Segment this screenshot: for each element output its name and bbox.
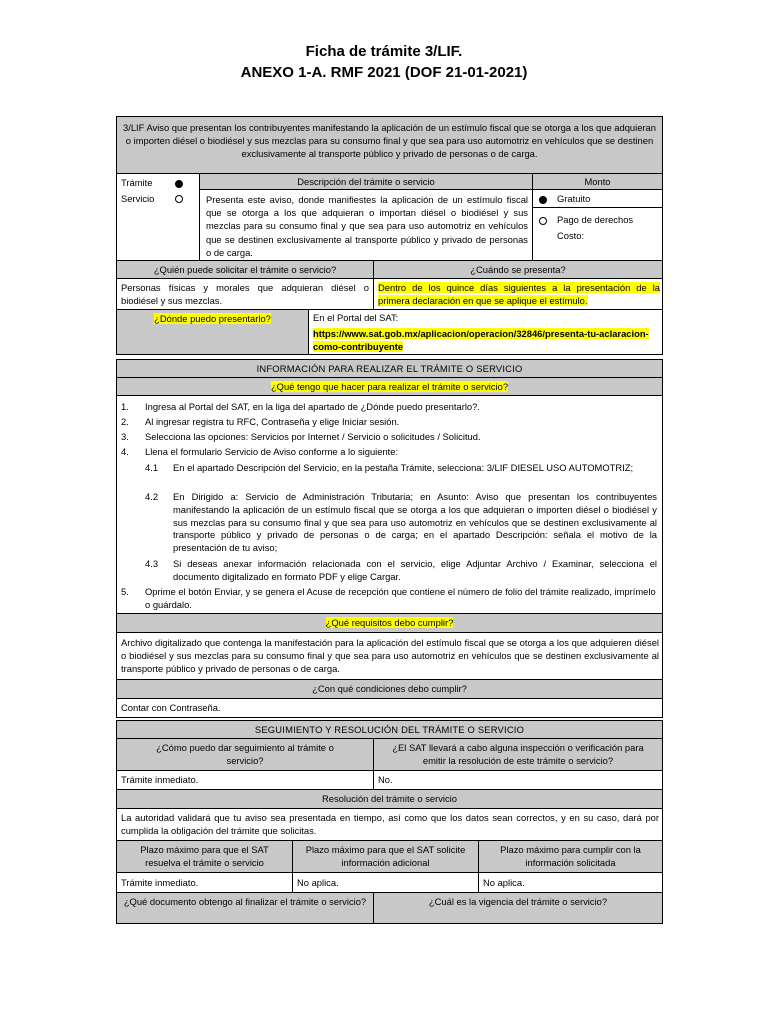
step-5-text: Oprime el botón Enviar, y se genera el Acuse de recepción que contiene el número de folio del trámite realizado, imprímelo o guárdalo.: [145, 586, 656, 610]
gratuito-cell: [532, 189, 663, 208]
vigencia-header: [373, 892, 663, 924]
substep-number: 4.2: [145, 491, 159, 502]
seguimiento-q2-cell: [373, 738, 663, 771]
portal-sat-link-line1: https://www.sat.gob.mx/aplicacion/operacion/32846/presenta-tu-aclaracion-: [313, 328, 649, 339]
step-1-text: Ingresa al Portal del SAT, en la liga del apartado de ¿Dónde puedo presentarlo?.: [145, 401, 480, 412]
step-number: 5.: [121, 586, 129, 597]
plazo-a3-text: No aplica.: [483, 877, 525, 888]
donde-highlight: ¿Dónde puedo presentarlo?: [154, 313, 271, 324]
tramite-radio-selected-icon: [175, 180, 183, 188]
document-title-line2: ANEXO 1-A. RMF 2021 (DOF 21-01-2021): [240, 64, 528, 81]
pago-radio-icon: [539, 217, 547, 225]
substep-4-3-text: Si deseas anexar información relacionada con el servicio, elige Adjuntar Archivo / Examinar, selecciona el documento digitalizado en formato PDF y elige Cargar.: [173, 558, 657, 582]
plazo-a2-text: No aplica.: [297, 877, 339, 888]
intro-cell: [116, 116, 663, 174]
tipo-cell: [116, 173, 200, 261]
portal-sat-link-line2: como-contribuyente: [313, 341, 404, 353]
substep-4-1-text: En el apartado Descripción del Servicio, en la pestaña Trámite, selecciona: 3/LIF DIESEL USO AUTOMOTRIZ;: [173, 462, 634, 473]
resolucion-header-text: Resolución del trámite o servicio: [322, 793, 457, 804]
seguimiento-q1-cell: [116, 738, 374, 771]
donde-cell: [308, 309, 663, 355]
seguimiento-a2-text: No.: [378, 774, 393, 785]
servicio-label: Servicio: [121, 193, 155, 204]
condiciones-text: Contar con Contraseña.: [121, 702, 221, 713]
plazo-a2-cell: [292, 872, 479, 893]
cuando-text: [378, 282, 660, 308]
seguimiento-a1-text: Trámite inmediato.: [121, 774, 199, 785]
requisitos-header-text: [117, 617, 662, 630]
plazo-solicite-header: [292, 840, 479, 873]
cuando-highlight: Dentro de los quince días siguientes a la presentación de la primera declaración en que se aplique el estímulo.: [378, 282, 660, 306]
step-number: 3.: [121, 431, 129, 442]
documento-header-text: ¿Qué documento obtengo al finalizar el trámite o servicio?: [123, 896, 367, 907]
plazo-cumplir-header: [478, 840, 663, 873]
portal-sat-link[interactable]: [313, 327, 659, 354]
plazo-solicite-text: Plazo máximo para que el SAT solicite información adicional: [305, 844, 466, 868]
cuando-cell: [373, 278, 663, 310]
vigencia-header-text: ¿Cuál es la vigencia del trámite o servicio?: [428, 896, 608, 907]
monto-header: [532, 173, 663, 190]
costo-label: Costo:: [557, 230, 585, 241]
requisitos-header: [116, 613, 663, 633]
step-number: 1.: [121, 401, 129, 412]
info-header: [116, 359, 663, 378]
requisitos-cell: [116, 632, 663, 680]
step-4-text: Llena el formulario Servicio de Aviso conforme a lo siguiente:: [145, 446, 399, 457]
plazo-a1-text: Trámite inmediato.: [121, 877, 199, 888]
quien-cell: [116, 278, 374, 310]
monto-header-text: Monto: [584, 176, 611, 187]
info-header-text: INFORMACIÓN PARA REALIZAR EL TRÁMITE O SERVICIO: [256, 363, 523, 374]
plazo-a3-cell: [478, 872, 663, 893]
quien-text: Personas físicas y morales que adquieran diésel o biodiésel y sus mezclas.: [121, 282, 369, 306]
pago-label: Pago de derechos: [557, 214, 634, 225]
step-number: 2.: [121, 416, 129, 427]
substep-number: 4.3: [145, 558, 159, 569]
seguimiento-q1-text: ¿Cómo puedo dar seguimiento al trámite o servicio?: [156, 742, 334, 766]
quien-header: [116, 260, 374, 279]
gratuito-label: Gratuito: [557, 193, 591, 204]
steps-cell: [116, 395, 663, 614]
cuando-header: [373, 260, 663, 279]
substep-number: 4.1: [145, 462, 159, 473]
seguimiento-a2-cell: [373, 770, 663, 790]
descripcion-header-text: Descripción del trámite o servicio: [297, 176, 435, 187]
pago-cell: [532, 207, 663, 261]
substep-4-2-text: En Dirigido a: Servicio de Administración Tributaria; en Asunto: Aviso que presentan los contribuyentes manifestando la aplicación de un estímulo fiscal que se otorga a los que adquieran o importen diésel o biodiésel y sus mezclas para su consumo final y que sea para uso automotriz en vehículos que se destinen exclusivamente al transporte público y privado de personas o de carga; en el apartado Descripción: señala el motivo de la presentación de tu aviso;: [173, 491, 657, 554]
que-hacer-text: [117, 381, 662, 394]
seguimiento-q2-text: ¿El SAT llevará a cabo alguna inspección o verificación para emitir la resolución de este trámite o servicio?: [392, 742, 644, 766]
plazo-resuelva-text: Plazo máximo para que el SAT resuelva el trámite o servicio: [140, 844, 269, 868]
plazo-a1-cell: [116, 872, 293, 893]
servicio-radio-icon: [175, 195, 183, 203]
donde-header-text: [117, 313, 308, 326]
cuando-header-text: ¿Cuándo se presenta?: [470, 264, 566, 275]
quien-header-text: ¿Quién puede solicitar el trámite o servicio?: [153, 264, 337, 275]
resolucion-text: La autoridad validará que tu aviso sea presentada en tiempo, así como que los datos sean correctos, y en su caso, dará por cumplida la obligación del trámite que solicitas.: [121, 812, 659, 836]
plazo-cumplir-text: Plazo máximo para cumplir con la información solicitada: [500, 844, 641, 868]
step-number: 4.: [121, 446, 129, 457]
que-hacer-header: [116, 377, 663, 396]
seguimiento-header-text: SEGUIMIENTO Y RESOLUCIÓN DEL TRÁMITE O SERVICIO: [254, 724, 525, 735]
seguimiento-a1-cell: [116, 770, 374, 790]
gratuito-radio-selected-icon: [539, 196, 547, 204]
condiciones-cell: [116, 698, 663, 718]
intro-text: 3/LIF Aviso que presentan los contribuyentes manifestando la aplicación de un estímulo fiscal que se otorga a los que adquieran o importen diésel o biodiésel y sus mezclas para su consumo final y que sea para uso automotriz en vehículos que se destinen exclusivamente al transporte público y privado de personas o de carga.: [123, 122, 656, 159]
documento-header: [116, 892, 374, 924]
que-hacer-highlight: ¿Qué tengo que hacer para realizar el trámite o servicio?: [270, 381, 509, 392]
descripcion-header: [199, 173, 533, 190]
requisitos-highlight: ¿Qué requisitos debo cumplir?: [325, 617, 454, 628]
resolucion-cell: [116, 808, 663, 841]
seguimiento-header: [116, 720, 663, 739]
requisitos-text: Archivo digitalizado que contenga la manifestación para la aplicación del estímulo fiscal que se otorga a los que adquieren diésel o biodiésel y sus mezclas para su consumo final y que sea para uso automotriz en vehículos que se destinen exclusivamente al transporte público y privado de personas o de carga.: [121, 637, 659, 674]
descripcion-text: Presenta este aviso, donde manifiestes la aplicación de un estímulo fiscal que se otorga a los que adquieran o importan diésel o biodiésel y sus mezclas para su consumo final y que sea para uso automotriz en vehículos que se destinen exclusivamente al transporte público y privado de personas o de carga.: [206, 194, 528, 258]
tramite-label: Trámite: [121, 177, 153, 188]
condiciones-header: [116, 679, 663, 699]
donde-header: [116, 309, 309, 355]
plazo-resuelva-header: [116, 840, 293, 873]
step-2-text: Al ingresar registra tu RFC, Contraseña y elige Iniciar sesión.: [145, 416, 400, 427]
resolucion-header: [116, 789, 663, 809]
document-title-line1: Ficha de trámite 3/LIF.: [305, 43, 463, 60]
step-3-text: Selecciona las opciones: Servicios por Internet / Servicio o solicitudes / Solicitud.: [145, 431, 481, 442]
descripcion-cell: [199, 189, 533, 261]
condiciones-header-text: ¿Con qué condiciones debo cumplir?: [312, 683, 467, 694]
donde-text: En el Portal del SAT:: [313, 312, 399, 323]
